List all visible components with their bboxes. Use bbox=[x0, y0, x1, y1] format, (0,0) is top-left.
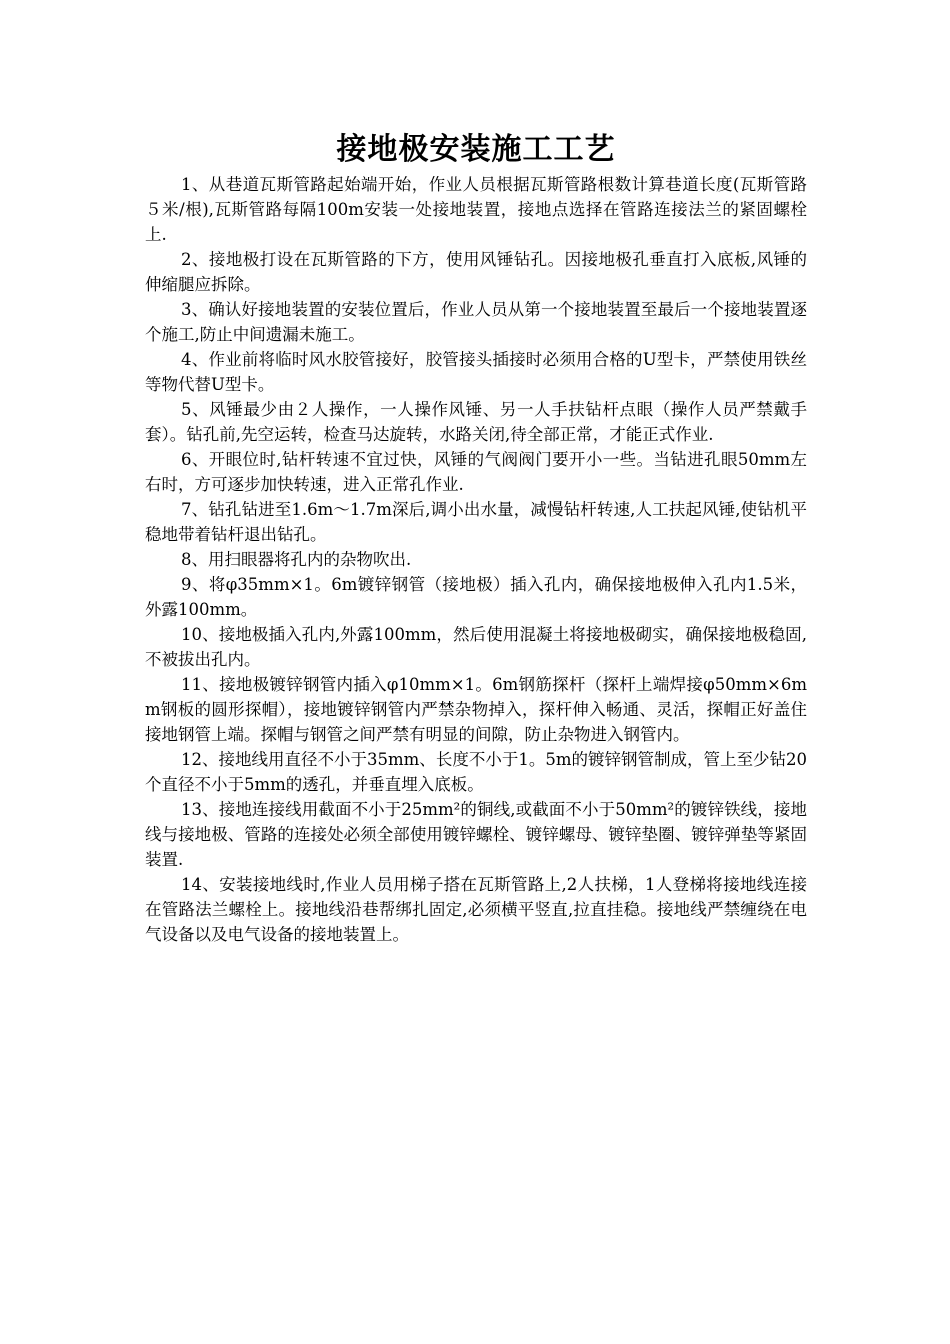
paragraph-3: 3、确认好接地装置的安装位置后，作业人员从第一个接地装置至最后一个接地装置逐个施工,防止中间遗漏未施工。 bbox=[145, 300, 807, 344]
paragraph-5: 5、风锤最少由２人操作，一人操作风锤、另一人手扶钻杆点眼（操作人员严禁戴手套）。钻孔前,先空运转，检查马达旋转，水路关闭,待全部正常，才能正式作业. bbox=[145, 400, 807, 444]
paragraph-6: 6、开眼位时,钻杆转速不宜过快，风锤的气阀阀门要开小一些。当钻进孔眼50mm左右时，方可逐步加快转速，进入正常孔作业. bbox=[145, 450, 807, 494]
document-title: 接地极安装施工工艺 bbox=[336, 132, 616, 167]
paragraph-1: 1、从巷道瓦斯管路起始端开始，作业人员根据瓦斯管路根数计算巷道长度(瓦斯管路５米/根),瓦斯管路每隔100m安装一处接地装置，接地点选择在管路连接法兰的紧固螺栓上. bbox=[145, 175, 807, 244]
document-body bbox=[145, 172, 807, 947]
paragraph-13: 13、接地连接线用截面不小于25mm²的铜线,或截面不小于50mm²的镀锌铁线，接地线与接地极、管路的连接处必须全部使用镀锌螺栓、镀锌螺母、镀锌垫圈、镀锌弹垫等紧固装置. bbox=[145, 800, 807, 869]
paragraph-11: 11、接地极镀锌钢管内插入φ10mm×1。6m钢筋探杆（探杆上端焊接φ50mm×6mm钢板的圆形探帽），接地镀锌钢管内严禁杂物掉入，探杆伸入畅通、灵活，探帽正好盖住接地钢管上端。探帽与钢管之间严禁有明显的间隙，防止杂物进入钢管内。 bbox=[145, 675, 807, 744]
paragraph-9: 9、将φ35mm×1。6m镀锌钢管（接地极）插入孔内，确保接地极伸入孔内1.5米，外露100mm。 bbox=[145, 575, 807, 619]
paragraph-7: 7、钻孔钻进至1.6m～1.7m深后,调小出水量，减慢钻杆转速,人工扶起风锤,使钻机平稳地带着钻杆退出钻孔。 bbox=[145, 500, 807, 544]
paragraph-10: 10、接地极插入孔内,外露100mm，然后使用混凝土将接地极砌实，确保接地极稳固,不被拔出孔内。 bbox=[145, 625, 807, 669]
paragraph-12: 12、接地线用直径不小于35mm、长度不小于1。5m的镀锌钢管制成，管上至少钻20个直径不小于5mm的透孔，并垂直埋入底板。 bbox=[145, 750, 807, 794]
paragraph-4: 4、作业前将临时风水胶管接好，胶管接头插接时必须用合格的U型卡，严禁使用铁丝等物代替U型卡。 bbox=[145, 350, 807, 394]
paragraph-14: 14、安装接地线时,作业人员用梯子搭在瓦斯管路上,2人扶梯，1人登梯将接地线连接在管路法兰螺栓上。接地线沿巷帮绑扎固定,必须横平竖直,拉直挂稳。接地线严禁缠绕在电气设备以及电气设备的接地装置上。 bbox=[145, 875, 807, 944]
paragraph-2: 2、接地极打设在瓦斯管路的下方，使用风锤钻孔。因接地极孔垂直打入底板,风锤的伸缩腿应拆除。 bbox=[145, 250, 807, 294]
paragraph-8: 8、用扫眼器将孔内的杂物吹出. bbox=[181, 550, 412, 569]
